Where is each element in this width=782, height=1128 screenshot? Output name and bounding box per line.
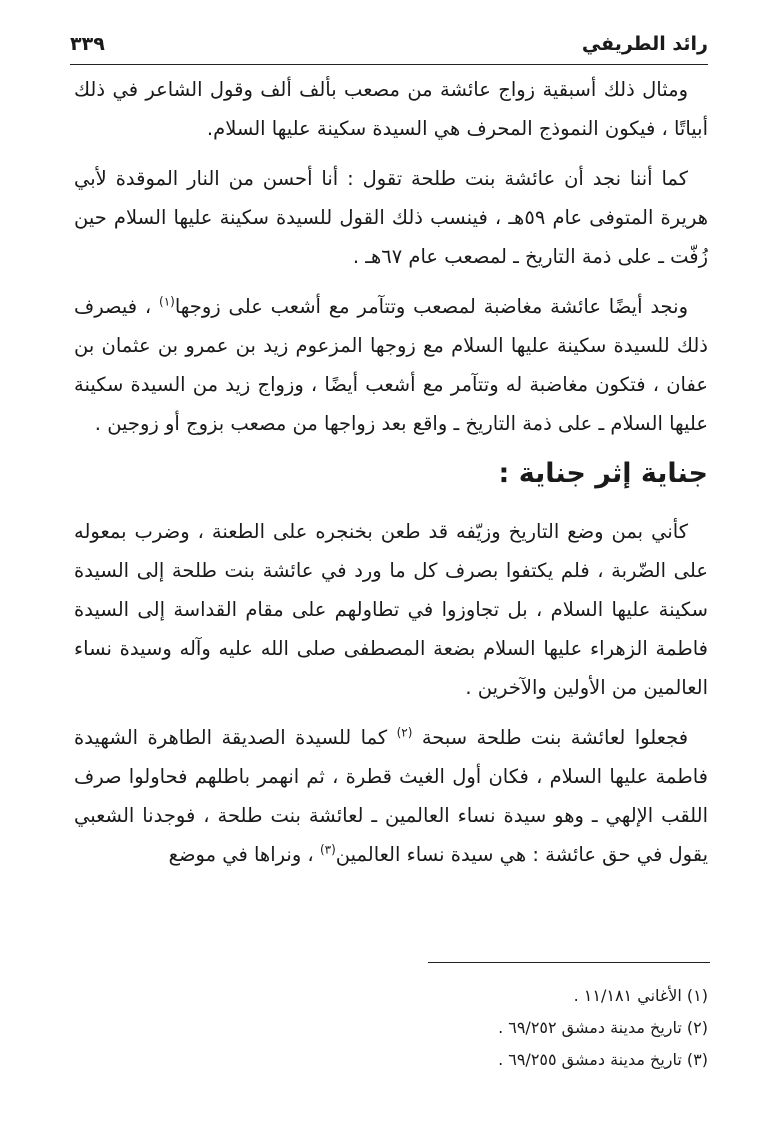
- paragraph: كما أننا نجد أن عائشة بنت طلحة تقول : أنا أحسن من النار الموقدة لأبي هريرة المتوفى عام ٥٩هـ ، فينسب ذلك القول للسيدة سكينة عليها السلام حين زُفّت ـ على ذمة التاريخ ـ لمصعب عام ٦٧هـ .: [74, 167, 708, 268]
- header-divider: [70, 64, 708, 65]
- footnote: (٣) تاريخ مدينة دمشق ٦٩/٢٥٥ .: [498, 1050, 708, 1069]
- section-heading: جناية إثر جناية :: [498, 458, 708, 489]
- footnote: (٢) تاريخ مدينة دمشق ٦٩/٢٥٢ .: [498, 1018, 708, 1037]
- running-title: رائد الطريفي: [581, 33, 708, 55]
- footnote: (١) الأغاني ١١/١٨١ .: [573, 986, 708, 1005]
- footnote-marker: (٣): [319, 842, 336, 857]
- paragraph-text: كما للسيدة الصديقة الطاهرة الشهيدة فاطمة عليها السلام ، فكان أول الغيث قطرة ، ثم انهمر باطلهم فحاولوا صرف اللقب الإلهي ـ وهو سيدة نساء العالمين ـ لعائشة بنت طلحة ، فوجدنا الشعبي يقول في حق عائشة : هي سيدة نساء العالمين: [74, 726, 708, 866]
- running-header: [70, 30, 708, 58]
- paragraph: [74, 287, 708, 443]
- page-number: ٣٣٩: [70, 33, 105, 55]
- paragraph: كأني بمن وضع التاريخ وزيّفه قد طعن بخنجره على الطعنة ، وضرب بمعوله على الضّربة ، فلم يكتفوا بصرف كل ما ورد في عائشة بنت طلحة إلى السيدة سكينة عليها السلام ، بل تجاوزوا في تطاولهم على مقام القداسة إلى السيدة فاطمة الزهراء عليها السلام بضعة المصطفى صلى الله عليه وآله وسيدة نساء العالمين من الأولين والآخرين .: [74, 520, 708, 699]
- paragraph-text: ، فيصرف ذلك للسيدة سكينة عليها السلام مع زوجها المزعوم زيد بن عمرو بن عثمان بن عفان ، فتكون مغاضبة له وتتآمر مع أشعب أيضًا ، وزواج زيد من السيدة سكينة عليها السلام ـ على ذمة التاريخ ـ واقع بعد زواجها من مصعب بزوج أو زوجين .: [74, 295, 708, 435]
- body-text: [74, 70, 708, 885]
- footnote-marker: (١): [159, 294, 175, 309]
- paragraph-text: فجعلوا لعائشة بنت طلحة سبحة: [421, 726, 689, 749]
- footnote-divider: [428, 962, 710, 963]
- footnote-marker: (٢): [396, 725, 413, 740]
- paragraph: [74, 718, 708, 874]
- paragraph-text: ونجد أيضًا عائشة مغاضبة لمصعب وتتآمر مع أشعب على زوجها: [174, 295, 688, 318]
- paragraph: ومثال ذلك أسبقية زواج عائشة من مصعب بألف ألف وقول الشاعر في ذلك أبياتًا ، فيكون النموذج المحرف هي السيدة سكينة عليها السلام.: [74, 78, 708, 140]
- paragraph-text: ، ونراها في موضع: [168, 843, 314, 866]
- footnotes: [74, 980, 708, 1076]
